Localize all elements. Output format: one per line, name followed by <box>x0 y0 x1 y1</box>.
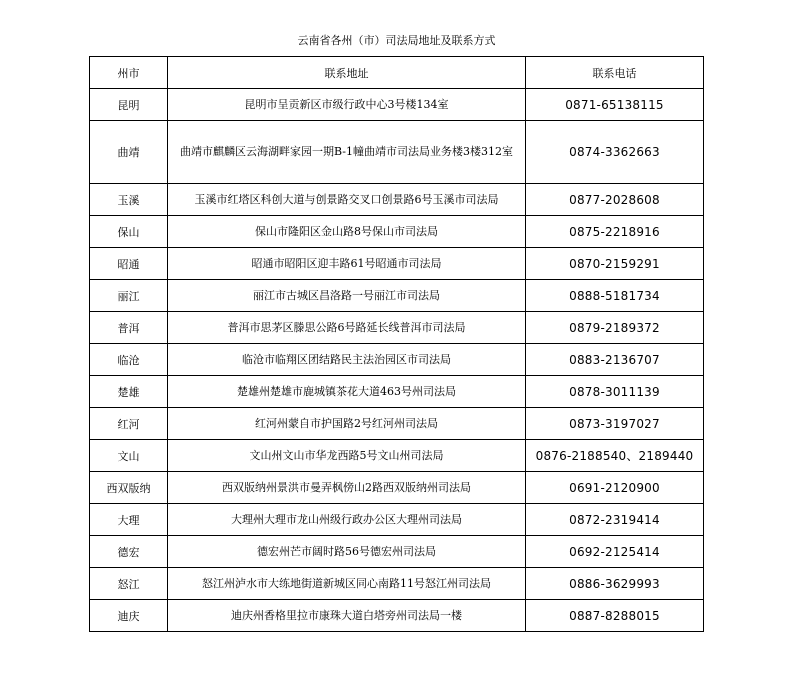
phone-cell: 0878-3011139 <box>526 376 704 408</box>
city-cell: 文山 <box>90 440 168 472</box>
address-cell: 德宏州芒市阔时路56号德宏州司法局 <box>168 536 526 568</box>
phone-cell: 0877-2028608 <box>526 184 704 216</box>
table-header-row <box>90 57 704 89</box>
phone-cell: 0887-8288015 <box>526 600 704 632</box>
address-cell: 西双版纳州景洪市曼弄枫傍山2路西双版纳州司法局 <box>168 472 526 504</box>
city-cell: 怒江 <box>90 568 168 600</box>
phone-cell: 0888-5181734 <box>526 280 704 312</box>
address-cell: 昆明市呈贡新区市级行政中心3号楼134室 <box>168 89 526 121</box>
city-cell: 昆明 <box>90 89 168 121</box>
table-row <box>90 248 704 280</box>
city-cell: 曲靖 <box>90 121 168 184</box>
address-cell: 保山市隆阳区金山路8号保山市司法局 <box>168 216 526 248</box>
city-cell: 大理 <box>90 504 168 536</box>
city-cell: 普洱 <box>90 312 168 344</box>
city-cell: 德宏 <box>90 536 168 568</box>
city-cell: 西双版纳 <box>90 472 168 504</box>
city-cell: 昭通 <box>90 248 168 280</box>
phone-cell: 0879-2189372 <box>526 312 704 344</box>
phone-cell: 0873-3197027 <box>526 408 704 440</box>
header-city: 州市 <box>90 57 168 89</box>
table-row <box>90 121 704 184</box>
address-cell: 大理州大理市龙山州级行政办公区大理州司法局 <box>168 504 526 536</box>
city-cell: 保山 <box>90 216 168 248</box>
city-cell: 临沧 <box>90 344 168 376</box>
address-cell: 楚雄州楚雄市鹿城镇茶花大道463号州司法局 <box>168 376 526 408</box>
phone-cell: 0886-3629993 <box>526 568 704 600</box>
city-cell: 楚雄 <box>90 376 168 408</box>
header-phone: 联系电话 <box>526 57 704 89</box>
city-cell: 红河 <box>90 408 168 440</box>
table-row <box>90 280 704 312</box>
table-row <box>90 440 704 472</box>
city-cell: 迪庆 <box>90 600 168 632</box>
address-cell: 昭通市昭阳区迎丰路61号昭通市司法局 <box>168 248 526 280</box>
address-cell: 文山州文山市华龙西路5号文山州司法局 <box>168 440 526 472</box>
table-row <box>90 184 704 216</box>
address-cell: 迪庆州香格里拉市康珠大道白塔旁州司法局一楼 <box>168 600 526 632</box>
table-row <box>90 376 704 408</box>
phone-cell: 0692-2125414 <box>526 536 704 568</box>
address-cell: 丽江市古城区昌洛路一号丽江市司法局 <box>168 280 526 312</box>
phone-cell: 0872-2319414 <box>526 504 704 536</box>
address-cell: 普洱市思茅区滕思公路6号路延长线普洱市司法局 <box>168 312 526 344</box>
table-row <box>90 216 704 248</box>
phone-cell: 0870-2159291 <box>526 248 704 280</box>
city-cell: 丽江 <box>90 280 168 312</box>
phone-cell: 0876-2188540、2189440 <box>526 440 704 472</box>
document-title: 云南省各州（市）司法局地址及联系方式 <box>297 34 496 47</box>
table-row <box>90 504 704 536</box>
phone-cell: 0875-2218916 <box>526 216 704 248</box>
table-row <box>90 312 704 344</box>
table-row <box>90 536 704 568</box>
table-row <box>90 344 704 376</box>
city-cell: 玉溪 <box>90 184 168 216</box>
address-cell: 红河州蒙自市护国路2号红河州司法局 <box>168 408 526 440</box>
address-cell: 曲靖市麒麟区云海湖畔家园一期B-1幢曲靖市司法局业务楼3楼312室 <box>168 121 526 184</box>
address-cell: 玉溪市红塔区科创大道与创景路交叉口创景路6号玉溪市司法局 <box>168 184 526 216</box>
phone-cell: 0874-3362663 <box>526 121 704 184</box>
phone-cell: 0871-65138115 <box>526 89 704 121</box>
header-address: 联系地址 <box>168 57 526 89</box>
table-row <box>90 89 704 121</box>
table-row <box>90 568 704 600</box>
phone-cell: 0691-2120900 <box>526 472 704 504</box>
address-cell: 怒江州泸水市大练地街道新城区同心南路11号怒江州司法局 <box>168 568 526 600</box>
table-row <box>90 408 704 440</box>
contact-table <box>89 56 704 632</box>
phone-cell: 0883-2136707 <box>526 344 704 376</box>
address-cell: 临沧市临翔区团结路民主法治园区市司法局 <box>168 344 526 376</box>
table-row <box>90 600 704 632</box>
table-row <box>90 472 704 504</box>
